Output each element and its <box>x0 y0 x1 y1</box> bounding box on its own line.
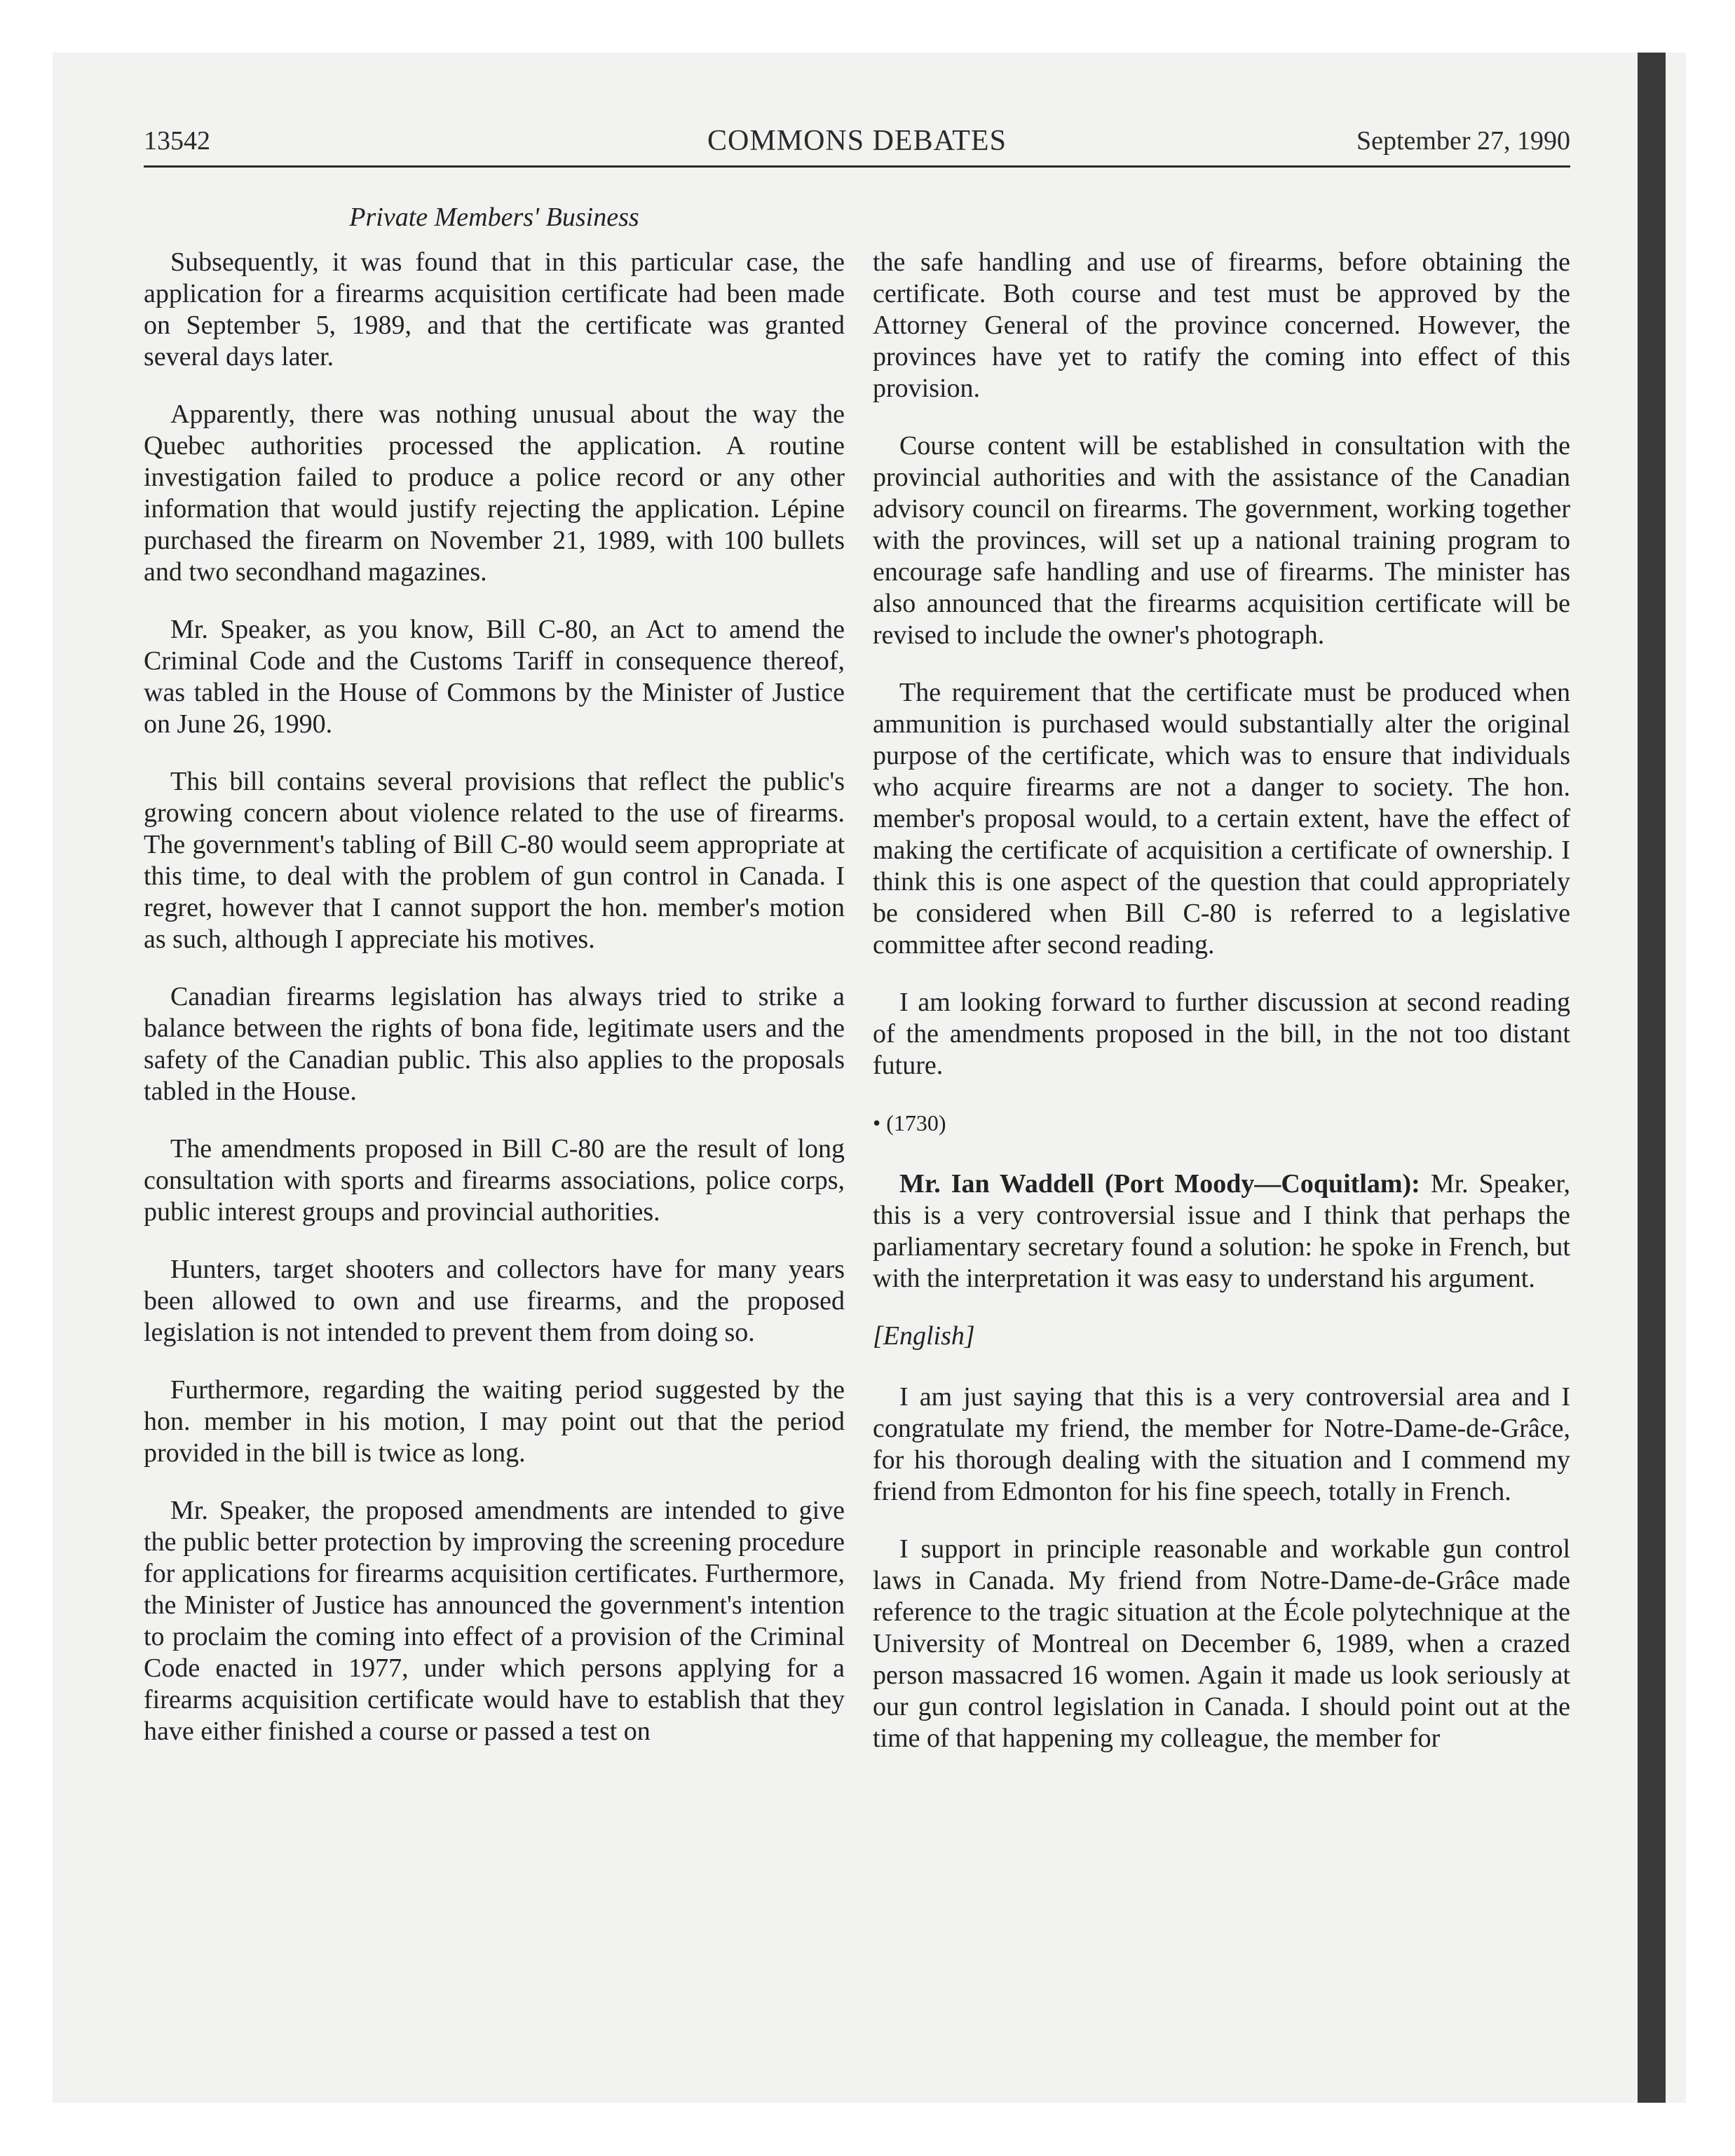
running-title: COMMONS DEBATES <box>707 125 1007 157</box>
paragraph: This bill contains several provisions that reflect the public's growing concern about violence related to the use of firearms. The government's tabling of Bill C-80 would seem appropriate at this time, to deal with the problem of gun control in Canada. I regret, however that I cannot support the hon. member's motion as such, although I appreciate his motives. <box>144 767 845 954</box>
paragraph: Hunters, target shooters and collectors have for many years been allowed to own and use firearms, and the proposed legislation is not intended to prevent them from doing so. <box>144 1255 845 1347</box>
header-rule <box>144 165 1570 168</box>
paragraph: Apparently, there was nothing unusual about the way the Quebec authorities processed the application. A routine investigation failed to produce a police record or any other information that would justify rejecting the application. Lépine purchased the firearm on November 21, 1989, with 100 bullets and two secondhand magazines. <box>144 400 845 587</box>
paragraph: Course content will be established in consultation with the provincial authorities and with the assistance of the Canadian advisory council on firearms. The government, working together with the provinces, will set up a national training program to encourage safe handling and use of firearms. The minister has also announced that the firearms acquisition certificate will be revised to include the owner's photograph. <box>873 431 1570 650</box>
paragraph: I am just saying that this is a very controversial area and I congratulate my friend, the member for Notre-Dame-de-Grâce, for his thorough dealing with the situation and I commend my friend from Edmonton for his fine speech, totally in French. <box>873 1382 1570 1506</box>
paragraph: Furthermore, regarding the waiting period suggested by the hon. member in his motion, I may point out that the period provided in the bill is twice as long. <box>144 1375 845 1468</box>
language-marker: [English] <box>873 1321 975 1351</box>
left-column <box>144 247 845 1773</box>
speech-text: Mr. Speaker, this is a very controversial issue and I think that perhaps the parliamentary secretary found a solution: he spoke in French, but with the interpretation it was easy to understand his argument. <box>873 1169 1570 1293</box>
speech-paragraph <box>873 1168 1570 1295</box>
paragraph: I support in principle reasonable and workable gun control laws in Canada. My friend from Notre-Dame-de-Grâce made reference to the tragic situation at the École polytechnique at the University of Montreal on December 6, 1989, when a crazed person massacred 16 women. Again it made us look seriously at our gun control legislation in Canada. I should point out at the time of that happening my colleague, the member for <box>873 1534 1570 1753</box>
paragraph: I am looking forward to further discussion at second reading of the amendments proposed in the bill, in the not too distant future. <box>873 988 1570 1080</box>
paragraph: The requirement that the certificate must be produced when ammunition is purchased would substantially alter the original purpose of the certificate, which was to ensure that individuals who acquire firearms are not a danger to society. The hon. member's proposal would, to a certain extent, have the effect of making the certificate of acquisition a certificate of ownership. I think this is one aspect of the question that could appropriately be considered when Bill C-80 is referred to a legislative committee after second reading. <box>873 678 1570 960</box>
paragraph: Subsequently, it was found that in this particular case, the application for a firearms acquisition certificate had been made on September 5, 1989, and that the certificate was granted several days later. <box>144 247 845 371</box>
time-marker: • (1730) <box>873 1110 946 1135</box>
paragraph: Canadian firearms legislation has always tried to strike a balance between the rights of bona fide, legitimate users and the safety of the Canadian public. This also applies to the proposals tabled in the House. <box>144 982 845 1106</box>
paragraph: Mr. Speaker, as you know, Bill C-80, an Act to amend the Criminal Code and the Customs Tariff in consequence thereof, was tabled in the House of Commons by the Minister of Justice on June 26, 1990. <box>144 615 845 739</box>
section-title: Private Members' Business <box>349 203 639 232</box>
paragraph: The amendments proposed in Bill C-80 are the result of long consultation with sports and firearms associations, police corps, public interest groups and provincial authorities. <box>144 1134 845 1227</box>
paragraph: the safe handling and use of firearms, before obtaining the certificate. Both course and test must be approved by the Attorney General of the province concerned. However, the provinces have yet to ratify the coming into effect of this provision. <box>873 247 1570 403</box>
scan-edge-shadow <box>1638 53 1666 2103</box>
page-header <box>144 119 1570 163</box>
paragraph: Mr. Speaker, the proposed amendments are intended to give the public better protection by improving the screening procedure for applications for firearms acquisition certificates. Furthermore, the Minister of Justice has announced the government's intention to proclaim the coming into effect of a provision of the Criminal Code enacted in 1977, under which persons applying for a firearms acquisition certificate would have to establish that they have either finished a course or passed a test on <box>144 1496 845 1746</box>
header-date: September 27, 1990 <box>1356 126 1570 156</box>
right-column <box>873 247 1570 1780</box>
page-number: 13542 <box>144 126 210 156</box>
speaker-name: Mr. Ian Waddell (Port Moody—Coquitlam): <box>899 1169 1420 1199</box>
